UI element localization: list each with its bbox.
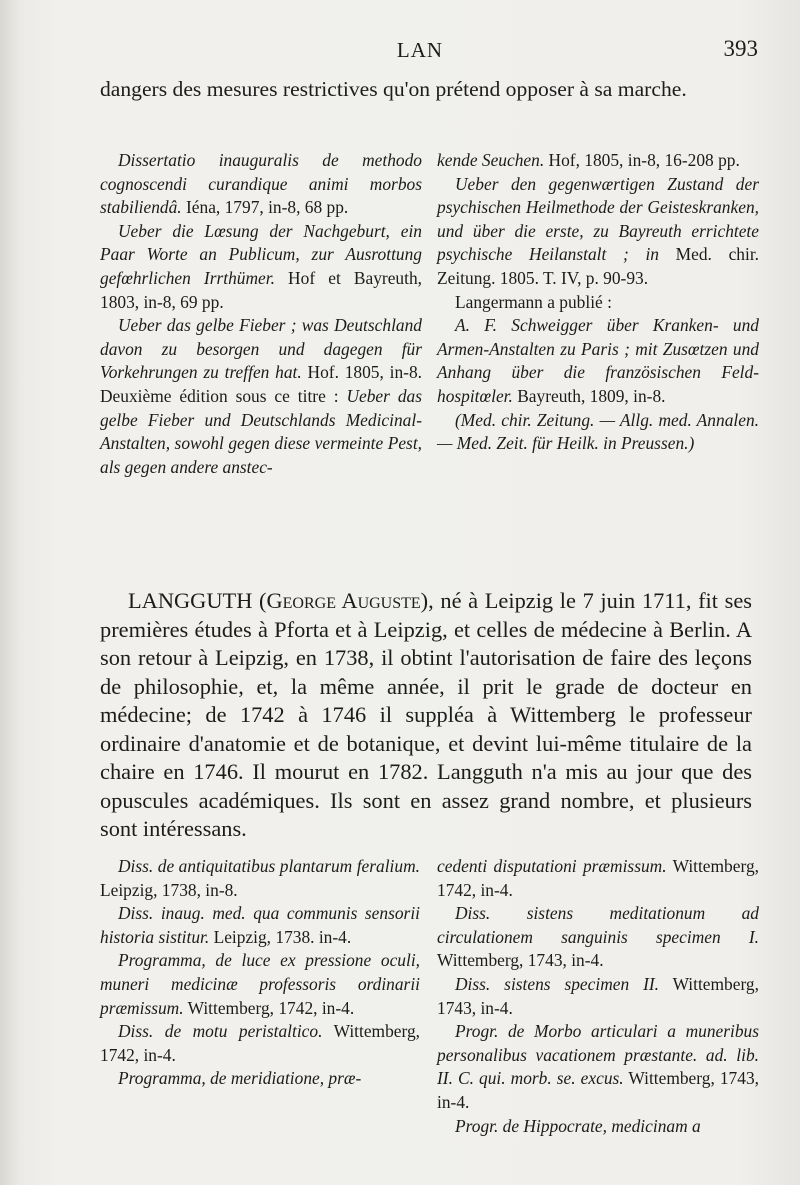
bib-entry: Progr. de Morbo articulari a muneribus personalibus vacationem præstante. ad. lib. II. C. qui. morb. se. excus. Wittemberg, 1743, in-4. (437, 1021, 759, 1112)
bibliography-right-column-1 (437, 149, 759, 456)
bibliography-left-column-1 (100, 149, 422, 479)
intro-paragraph: dangers des mesures restrictives qu'on prétend opposer à sa marche. (100, 77, 687, 101)
bib-entry: Diss. de motu peristaltico. Wittemberg, 1742, in-4. (100, 1021, 420, 1065)
entry-name: LANGGUTH (128, 588, 253, 613)
bib-entry: Dissertatio inauguralis de methodo cognoscendi curandique animi morbos stabiliendâ. Iéna, 1797, in-8, 68 pp. (100, 150, 422, 218)
bib-entry: cedenti disputationi præmissum. Wittemberg, 1742, in-4. (437, 856, 759, 900)
bib-entry: Diss. de antiquitatibus plantarum feralium. Leipzig, 1738, in-8. (100, 856, 420, 900)
bib-entry: Ueber den gegenwærtigen Zustand der psychischen Heilmethode der Geisteskranken, und über die erste, zu Bayreuth errichtete psychische Heilanstalt ; in Med. chir. Zeitung. 1805. T. IV, p. 90-93. (437, 173, 759, 288)
bib-entry: Diss. sistens specimen II. Wittemberg, 1743, in-4. (437, 973, 759, 1018)
bib-entry: Diss. sistens meditationum ad circulationem sanguinis specimen I. Wittemberg, 1743, in-4. (437, 903, 759, 971)
biography-entry (100, 587, 752, 844)
bibliography-right-column-2 (437, 855, 759, 1138)
bib-entry: A. F. Schweigger über Kranken- und Armen-Anstalten zu Paris ; mit Zusœtzen und Anhang über die französischen Feld-hospitœler. Bayreuth, 1809, in-8. (437, 315, 759, 406)
bib-entry: Ueber die Lœsung der Nachgeburt, ein Paar Worte an Publicum, zur Ausrottung gefœhrlichen Irrthümer. Hof et Bayreuth, 1803, in-8, 69 pp. (100, 220, 422, 312)
bib-entry: Progr. de Hippocrate, medicinam a (455, 1115, 701, 1136)
page-header (0, 36, 800, 66)
entry-text: , né à Leipzig le 7 juin 1711, fit ses premières études à Pforta et à Leipzig, et celles de médecine à Berlin. A son retour à Leipzig, en 1738, il obtint l'autorisation de faire des leçons de philosophie, et, la même année, il prit le grade de docteur en médecine; de 1742 à 1746 il suppléa à Wittemberg le professeur ordinaire d'anatomie et de botanique, et devint lui-même titulaire de la chaire en 1746. Il mourut en 1782. Langguth n'a mis au jour que des opuscules académiques. Ils sont en assez grand nombre, et plusieurs sont intéressans. (100, 588, 752, 841)
bib-entry: kende Seuchen. Hof, 1805, in-8, 16-208 pp. (437, 150, 740, 170)
bib-entry: Ueber das gelbe Fieber ; was Deutschland davon zu besorgen und dagegen für Vorkehrungen zu treffen hat. Hof. 1805, in-8. Deuxième édition sous ce titre : Ueber das gelbe Fieber und Deutschlands Medicinal-Anstalten, sowohl gegen diese vermeinte Pest, als gegen andere anstec- (100, 315, 422, 477)
bib-entry: Langermann a publié : (455, 291, 612, 312)
bib-entry: Programma, de luce ex pressione oculi, muneri medicinæ professoris ordinarii præmissum. Wittemberg, 1742, in-4. (100, 950, 420, 1018)
entry-forenames: (George Auguste) (259, 588, 429, 613)
bibliography-left-column-2 (100, 855, 420, 1091)
bib-entry: Diss. inaug. med. qua communis sensorii historia sistitur. Leipzig, 1738. in-4. (100, 903, 420, 947)
page-number: 393 (723, 36, 758, 61)
bib-entry: Programma, de meridiatione, præ- (118, 1068, 362, 1089)
bib-entry: (Med. chir. Zeitung. — Allg. med. Annalen. — Med. Zeit. für Heilk. in Preussen.) (437, 409, 759, 454)
running-head: LAN (396, 38, 444, 62)
